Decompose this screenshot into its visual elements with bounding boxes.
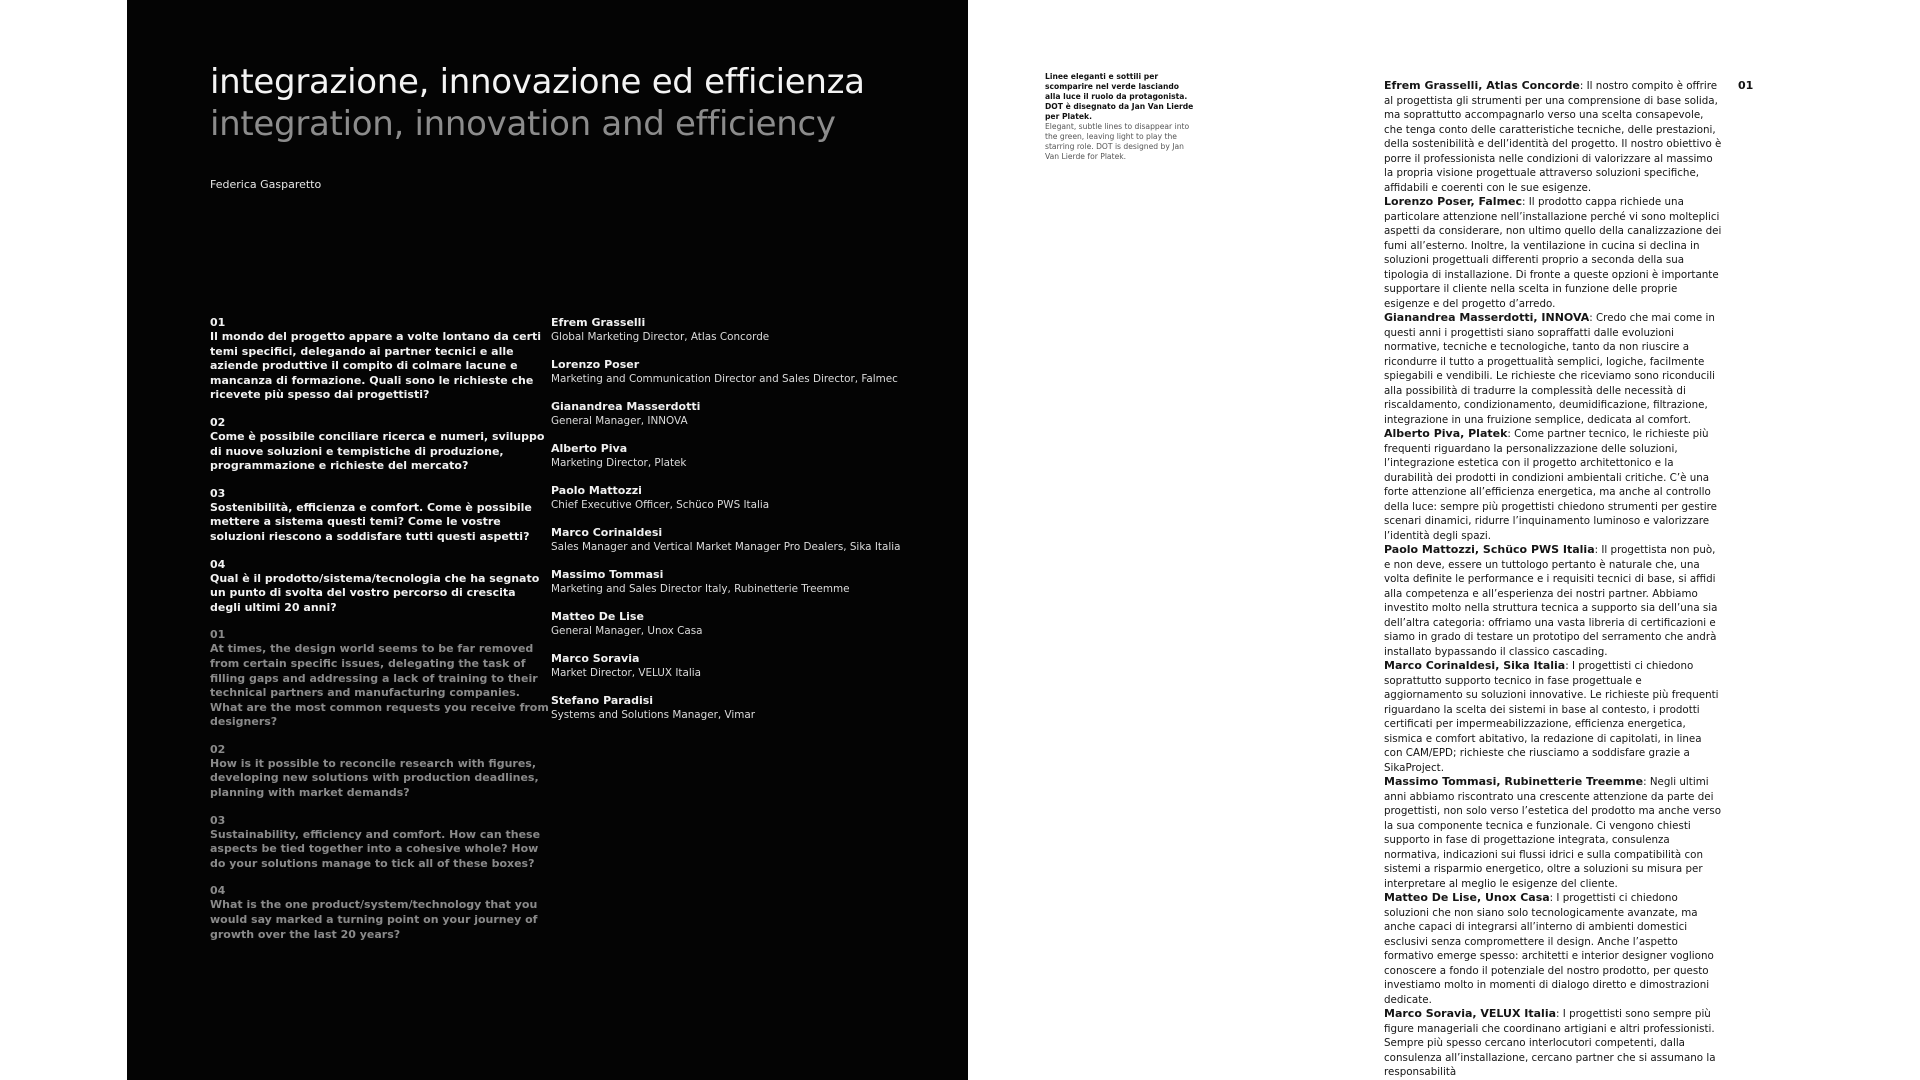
question-number: 01 [210, 316, 226, 329]
question-it-1 [210, 316, 550, 403]
answer-speaker: Lorenzo Poser, Falmec [1384, 195, 1523, 208]
participant-role: Global Marketing Director, Atlas Concorde [551, 331, 770, 343]
left-page [127, 0, 968, 1080]
participant-role: General Manager, INNOVA [551, 415, 688, 427]
question-number: 03 [210, 813, 226, 827]
participant-name: Gianandrea Masserdotti [551, 400, 701, 413]
question-text: Sostenibilità, efficienza e comfort. Come è possibile mettere a sistema questi temi? Come le vostre soluzioni riescono a soddisfare tutti questi aspetti? [210, 500, 532, 543]
question-number: 04 [210, 557, 226, 571]
question-en-4 [210, 884, 550, 942]
question-text: How is it possible to reconcile research with figures, developing new solutions with production deadlines, planning with market demands? [210, 756, 539, 800]
answer-text: : Come partner tecnico, le richieste più frequenti riguardano la personalizzazione delle soluzioni, l’integrazione estetica con il progetto architettonico e la durabilità dei prodotti in condizioni ambientali critiche. C’è una forte attenzione all’efficienza energetica, ma anche al controllo della luce: sempre più progettisti chiedono strumenti per gestire scenari dinamici, ridurre l’inquinamento luminoso e valorizzare l’identità degli spazi. [1384, 428, 1717, 542]
question-number: 02 [210, 415, 226, 429]
question-it-3 [210, 487, 550, 545]
answer-speaker: Marco Soravia, VELUX Italia [1384, 1007, 1557, 1020]
participant-item [551, 484, 951, 512]
participant-role: Systems and Solutions Manager, Vimar [551, 709, 756, 721]
question-en-1 [210, 628, 550, 730]
participant-role: Marketing Director, Platek [551, 457, 687, 469]
answer-text: : I progettisti ci chiedono soprattutto supporto tecnico in fase progettuale e aggiornamento su soluzioni innovative. Le richieste più frequenti riguardano la scelta dei sistemi in base al contesto, i prodotti certificati per impermeabilizzazione, efficienza energetica, sismica e comfort abitativo, la redazione di capitolati, in linea con CAM/EPD; richieste che riusciamo a soddisfare grazie a SikaProject. [1384, 660, 1719, 774]
participant-item [551, 442, 951, 470]
answer-paragraph [1384, 659, 1722, 775]
answer-text: : Il nostro compito è offrire al progettista gli strumenti per una comprensione di base solida, ma soprattutto accompagnarlo verso una scelta consapevole, che tenga conto delle caratteristiche tecniche, delle prestazioni, della sostenibilità e dell’identità del progetto. Il nostro obiettivo è porre il professionista nelle condizioni di valorizzare al massimo la propria visione progettuale attraverso soluzioni specifiche, affidabili e coerenti con le sue esigenze. [1384, 80, 1722, 194]
question-text: What is the one product/system/technology that you would say marked a turning point on your journey of growth over the last 20 years? [210, 898, 538, 941]
answer-speaker: Gianandrea Masserdotti, INNOVA [1384, 311, 1590, 324]
question-number: 02 [210, 742, 226, 756]
participant-role: Marketing and Communication Director and Sales Director, Falmec [551, 373, 898, 385]
question-text: Il mondo del progetto appare a volte lontano da certi temi specifici, delegando ai partner tecnici e alle aziende produttive il compito di colmare lacune e mancanza di formazione. Quali sono le richieste che ricevete più spesso dai progettisti? [210, 330, 542, 402]
answer-speaker: Matteo De Lise, Unox Casa [1384, 891, 1550, 904]
participant-name: Marco Soravia [551, 652, 640, 665]
answer-paragraph [1384, 775, 1722, 891]
participant-role: Marketing and Sales Director Italy, Rubinetterie Treemme [551, 583, 850, 595]
participant-role: Chief Executive Officer, Schüco PWS Italia [551, 499, 770, 511]
answer-paragraph [1384, 891, 1722, 1007]
answer-text: : I progettisti ci chiedono soluzioni che non siano solo tecnologicamente avanzate, ma anche capaci di integrarsi all’interno di ambienti domestici esclusivi senza compromettere il design. Anche l’aspetto formativo emerge spesso: architetti e interior designer vogliono conoscere a fondo il potenziale del nostro prodotto, per questo investiamo molto in momenti di dialogo diretto e dimostrazioni dedicate. [1384, 892, 1714, 1006]
participant-name: Matteo De Lise [551, 610, 644, 623]
question-number: 01 [210, 628, 226, 642]
participants-column [551, 316, 951, 736]
answer-speaker: Efrem Grasselli, Atlas Concorde [1384, 79, 1580, 92]
author-name: Federica Gasparetto [210, 178, 322, 191]
title-italian: integrazione, innovazione ed efficienza [210, 62, 865, 102]
answer-text: : Negli ultimi anni abbiamo riscontrato una crescente attenzione da parte dei progettisti, non solo verso l’estetica del prodotto ma anche verso la sua componente tecnica e funzionale. Ci vengono chiesti supporto in fase di progettazione integrata, consulenza normativa, indicazioni sui flussi idrici e sulla compatibilità con sistemi a risparmio energetico, oltre a soluzioni su misura per interpretare al meglio le esigenze del cliente. [1384, 776, 1722, 890]
question-en-3 [210, 814, 550, 872]
participant-item [551, 400, 951, 428]
participant-item [551, 610, 951, 638]
participant-item [551, 652, 951, 680]
participant-role: General Manager, Unox Casa [551, 625, 703, 637]
question-en-2 [210, 743, 550, 801]
answers-column [1384, 79, 1722, 1080]
participant-role: Sales Manager and Vertical Market Manager Pro Dealers, Sika Italia [551, 541, 901, 553]
question-text: Sustainability, efficiency and comfort. How can these aspects be tied together into a cohesive whole? How do your solutions manage to tick all of these boxes? [210, 827, 541, 870]
participant-name: Massimo Tommasi [551, 568, 664, 581]
caption-italian: Linee eleganti e sottili per scomparire nel verde lasciando alla luce il ruolo da protagonista. DOT è disegnato da Jan Van Lierde per Platek. [1045, 72, 1194, 121]
answer-speaker: Marco Corinaldesi, Sika Italia [1384, 659, 1566, 672]
question-text: Come è possibile conciliare ricerca e numeri, sviluppo di nuove soluzioni e tempistiche di produzione, programmazione e richieste del mercato? [210, 429, 545, 473]
participant-item [551, 316, 951, 344]
answer-text: : Il progettista non può, e non deve, essere un tuttologo pertanto è naturale che, una volta definite le performance e i requisiti tecnici di base, si affidi alla competenza e all’esperienza dei nostri partner. Abbiamo investito molto nella struttura tecnica a supporto sia dell’una sia dell’altra categoria: offriamo una vasta libreria di certificazioni e siamo in grado di testare un prototipo del serramento che andrà installato bypassando il classico cascading. [1384, 544, 1718, 658]
participant-item [551, 358, 951, 386]
caption-english: Elegant, subtle lines to disappear into the green, leaving light to play the starring role. DOT is designed by Jan Van Lierde for Platek. [1045, 122, 1190, 161]
answer-paragraph [1384, 195, 1722, 311]
question-number: 03 [210, 486, 226, 500]
question-it-4 [210, 558, 550, 616]
answer-paragraph [1384, 311, 1722, 427]
question-text: Qual è il prodotto/sistema/tecnologia che ha segnato un punto di svolta del vostro percorso di crescita degli ultimi 20 anni? [210, 571, 540, 614]
answer-paragraph [1384, 427, 1722, 543]
answer-text: : I progettisti sono sempre più figure manageriali che coordinano artigiani e altri professionisti. Sempre più spesso cercano interlocutori competenti, dalla consulenza all’installazione, cercano partner che si assumano la responsabilità [1384, 1008, 1716, 1078]
photo-caption [1045, 72, 1195, 162]
participant-name: Paolo Mattozzi [551, 484, 642, 497]
answer-paragraph [1384, 1007, 1722, 1080]
question-number: 04 [210, 884, 226, 898]
answer-speaker: Alberto Piva, Platek [1384, 427, 1508, 440]
question-text: At times, the design world seems to be far removed from certain specific issues, delegating the task of filling gaps and addressing a lack of training to their technical partners and manufacturing companies. What are the most common requests you receive from designers? [210, 642, 549, 729]
participant-item [551, 568, 951, 596]
participant-item [551, 694, 951, 722]
page-number: 01 [1738, 79, 1754, 92]
questions-column [210, 316, 550, 955]
participant-role: Market Director, VELUX Italia [551, 667, 701, 679]
answer-text: : Il prodotto cappa richiede una particolare attenzione nell’installazione perché vi sono molteplici aspetti da considerare, non ultimo quello della canalizzazione dei fumi all’esterno. Inoltre, la ventilazione in cucina si declina in soluzioni progettuali differenti proprio a seconda della sua tipologia di installazione. Di fronte a queste opzioni è importante supportare il cliente nella scelta in funzione delle proprie esigenze e del progetto d’arredo. [1384, 196, 1722, 310]
participant-name: Lorenzo Poser [551, 358, 640, 371]
answer-speaker: Paolo Mattozzi, Schüco PWS Italia [1384, 543, 1595, 556]
participant-name: Efrem Grasselli [551, 316, 646, 329]
participant-name: Marco Corinaldesi [551, 526, 663, 539]
answer-paragraph [1384, 543, 1722, 659]
participant-item [551, 526, 951, 554]
participant-name: Alberto Piva [551, 442, 628, 455]
answer-speaker: Massimo Tommasi, Rubinetterie Treemme [1384, 775, 1644, 788]
answer-text: : Credo che mai come in questi anni i progettisti siano sopraffatti dalle evoluzioni normative, tecniche e tecnologiche, tanto da non riuscire a ricondurre il tutto a progettualità semplici, logiche, facilmente spiegabili e vendibili. Le richieste che riceviamo sono riconducili alla possibilità di tradurre la complessità delle necessità di riscaldamento, condizionamento, deumidificazione, filtrazione, integrazione in una fruizione semplice, dedicata al comfort. [1384, 312, 1716, 426]
answer-paragraph [1384, 79, 1722, 195]
participant-name: Stefano Paradisi [551, 694, 654, 707]
title-english: integration, innovation and efficiency [210, 104, 836, 144]
question-it-2 [210, 416, 550, 474]
